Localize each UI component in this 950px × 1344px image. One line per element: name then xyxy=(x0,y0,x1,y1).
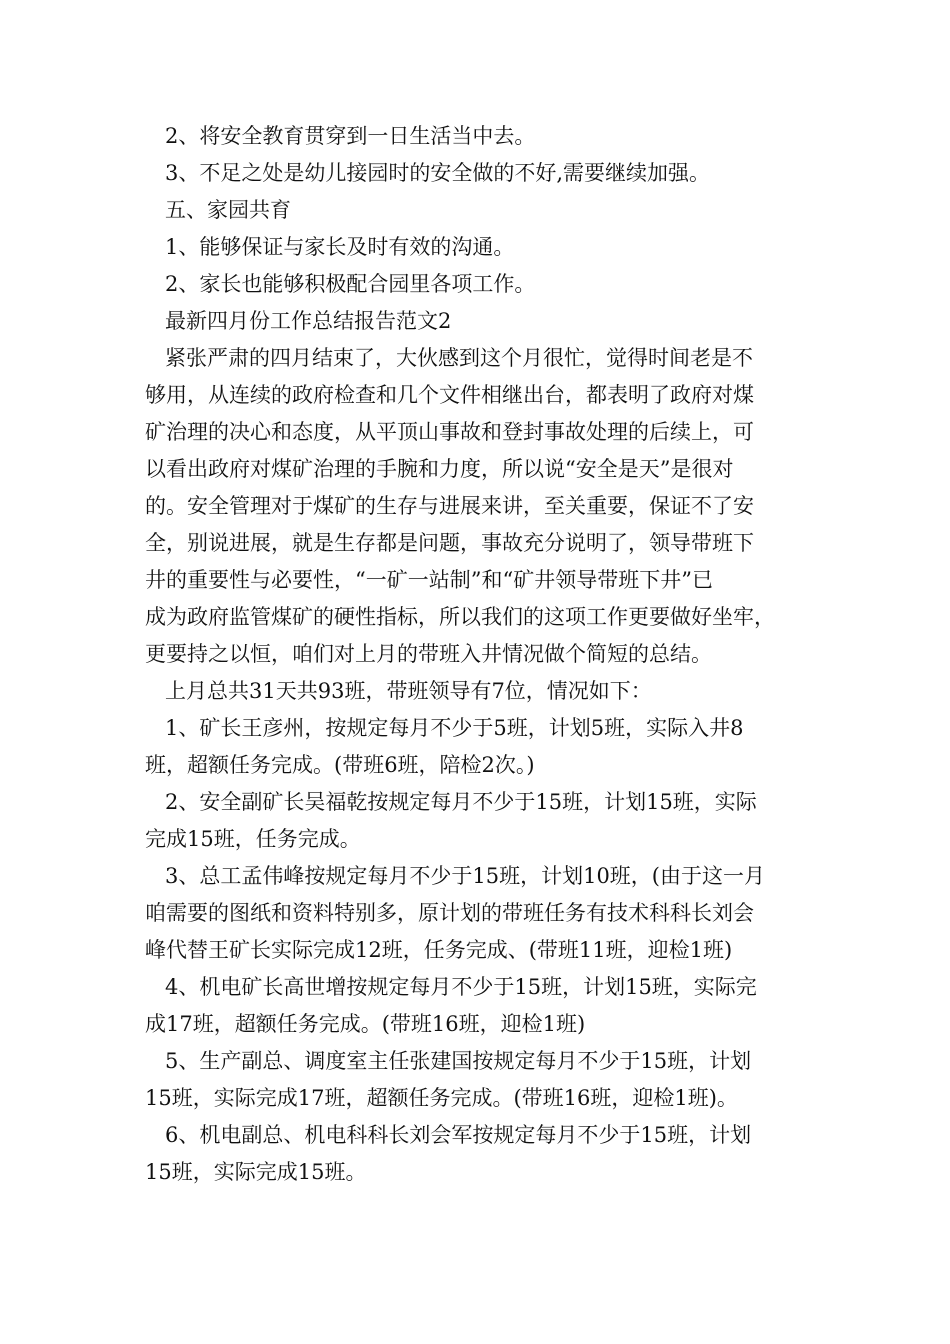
list-item-4 xyxy=(145,969,817,1043)
list-item: 2、家长也能够积极配合园里各项工作。 xyxy=(165,272,536,296)
paragraph-line: 更要持之以恒，咱们对上月的带班入井情况做个简短的总结。 xyxy=(145,642,712,666)
paragraph-line: 15班，实际完成17班，超额任务完成。(带班16班，迎检1班)。 xyxy=(145,1086,738,1110)
paragraph-line: 成为政府监管煤矿的硬性指标，所以我们的这项工作更要做好坐牢， xyxy=(145,605,775,629)
list-item-5 xyxy=(145,1043,817,1117)
paragraph-line: 1、矿长王彦州，按规定每月不少于5班，计划5班，实际入井8 xyxy=(165,716,744,740)
paragraph-line: 3、总工孟伟峰按规定每月不少于15班，计划10班，(由于这一月 xyxy=(165,864,765,888)
list-item-1 xyxy=(145,710,817,784)
list-item: 3、不足之处是幼儿接园时的安全做的不好,需要继续加强。 xyxy=(165,161,711,185)
paragraph-line: 2、安全副矿长吴福乾按规定每月不少于15班，计划15班，实际 xyxy=(165,790,757,814)
paragraph-line: 井的重要性与必要性，“一矿一站制”和“矿井领导带班下井”已 xyxy=(145,568,713,592)
list-item-3 xyxy=(145,858,817,969)
list-item-2 xyxy=(145,784,817,858)
paragraph-line: 班，超额任务完成。(带班6班，陪检2次。) xyxy=(145,753,535,777)
paragraph-line: 紧张严肃的四月结束了，大伙感到这个月很忙，觉得时间老是不 xyxy=(165,346,753,370)
paragraph-line: 峰代替王矿长实际完成12班，任务完成、(带班11班，迎检1班) xyxy=(145,938,733,962)
document-body xyxy=(145,118,817,1191)
paragraph-line: 咱需要的图纸和资料特别多，原计划的带班任务有技术科科长刘会 xyxy=(145,901,754,925)
list-item-6 xyxy=(145,1117,817,1191)
paragraph-line: 以看出政府对煤矿治理的手腕和力度，所以说“安全是天”是很对 xyxy=(145,457,734,481)
paragraph-line: 15班，实际完成15班。 xyxy=(145,1160,367,1184)
paragraph xyxy=(145,340,817,673)
paragraph-line: 4、机电矿长高世增按规定每月不少于15班，计划15班，实际完 xyxy=(165,975,757,999)
list-item: 2、将安全教育贯穿到一日生活当中去。 xyxy=(165,124,536,148)
paragraph-line: 的。安全管理对于煤矿的生存与进展来讲，至关重要，保证不了安 xyxy=(145,494,754,518)
section-heading: 五、家园共育 xyxy=(165,198,291,222)
paragraph-line: 够用，从连续的政府检查和几个文件相继出台，都表明了政府对煤 xyxy=(145,383,754,407)
summary-line: 上月总共31天共93班，带班领导有7位，情况如下： xyxy=(165,679,652,703)
list-item: 1、能够保证与家长及时有效的沟通。 xyxy=(165,235,515,259)
paragraph-line: 全，别说进展，就是生存都是问题，事故充分说明了，领导带班下 xyxy=(145,531,754,555)
paragraph-line: 完成15班，任务完成。 xyxy=(145,827,361,851)
paragraph-line: 5、生产副总、调度室主任张建国按规定每月不少于15班，计划 xyxy=(165,1049,752,1073)
paragraph-line: 矿治理的决心和态度，从平顶山事故和登封事故处理的后续上，可 xyxy=(145,420,754,444)
paragraph-line: 成17班，超额任务完成。(带班16班，迎检1班) xyxy=(145,1012,586,1036)
document-title: 最新四月份工作总结报告范文2 xyxy=(165,309,452,333)
paragraph-line: 6、机电副总、机电科科长刘会军按规定每月不少于15班，计划 xyxy=(165,1123,752,1147)
